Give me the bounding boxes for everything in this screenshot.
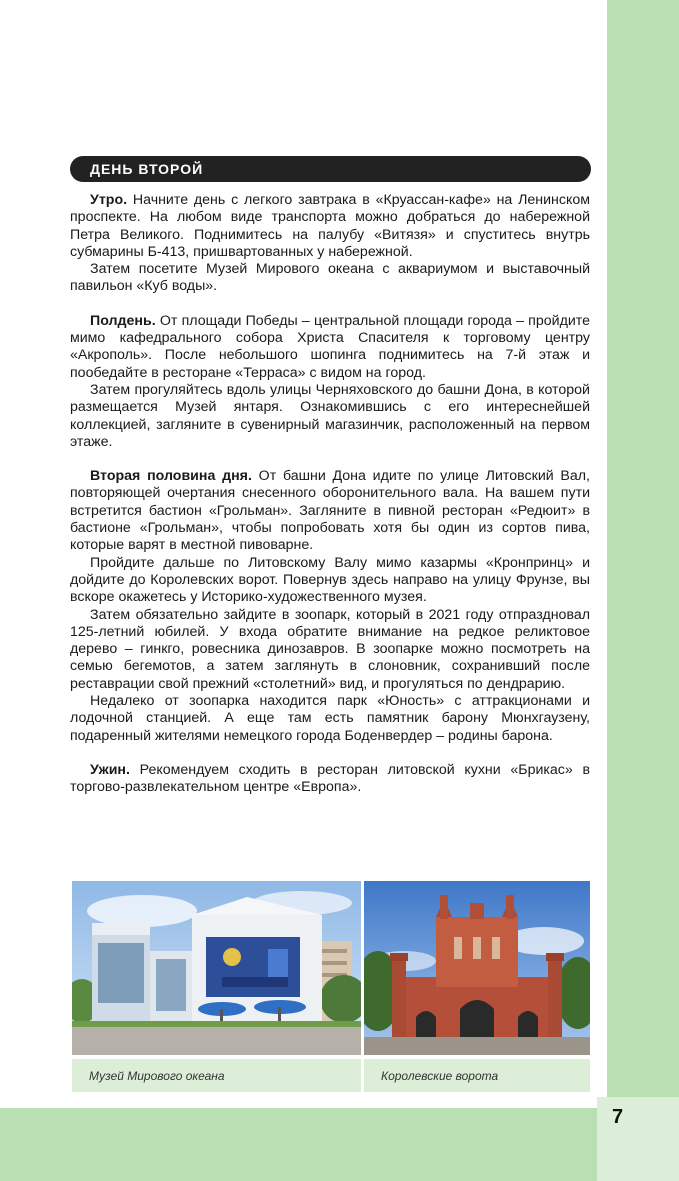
caption-text-1: Музей Мирового океана [89, 1068, 225, 1083]
royal-gate-illustration [364, 881, 590, 1055]
noon-lead: Полдень. [90, 312, 156, 329]
dinner-lead: Ужин. [90, 761, 130, 778]
bottom-decoration-band [0, 1108, 679, 1181]
caption-museum-world-ocean [72, 1059, 361, 1092]
afternoon-paragraph-2: Пройдите дальше по Литовскому Валу мимо казармы «Кронпринц» и дойдите до Королевских ворот. Повернув здесь направо на улицу Фрунзе, вы вскоре окажетесь у Историко-художественного музея. [70, 554, 590, 606]
morning-paragraph-1 [70, 192, 590, 261]
afternoon-text-1: От башни Дона идите по улице Литовский Вал, повторяющей очертания снесенного оборонительного вала. На вашем пути встретится бастион «Грольман». Загляните в пивной ресторан «Редюит» в бастионе «Грольман», чтобы попробовать хотя бы один из сортов пива, которые варят в местной пивоварне. [70, 468, 590, 554]
photo-royal-gate [364, 881, 590, 1055]
afternoon-paragraph-4: Недалеко от зоопарка находится парк «Юность» с аттракционами и лодочной станцией. А еще там есть памятник барону Мюнхгаузену, подаренный жителями немецкого города Боденвердер – родины барона. [70, 693, 590, 744]
day-title-banner [70, 156, 591, 182]
afternoon-paragraph-3: Затем обязательно зайдите в зоопарк, который в 2021 году отпраздновал 125-летний юбилей. У входа обратите внимание на редкое реликтовое дерево – гинкго, ровесника динозавров. В зоопарке можно посмотреть на семью бегемотов, а затем заглянуть в слоновник, сохранивший после реставрации свой прежний «столетний» вид, и прогуляться по дендрарию. [70, 606, 590, 692]
dinner-paragraph-1 [70, 762, 590, 797]
afternoon-lead: Вторая половина дня. [90, 468, 252, 485]
noon-paragraph-1 [70, 313, 590, 382]
photo-museum-world-ocean [72, 881, 361, 1055]
museum-illustration [72, 881, 361, 1055]
caption-text-2: Королевские ворота [381, 1068, 499, 1083]
morning-lead: Утро. [90, 192, 128, 208]
caption-royal-gate [364, 1059, 590, 1092]
dinner-text-1: Рекомендуем сходить в ресторан литовской кухни «Брикас» в торгово-развлекательном центре «Европа». [70, 761, 590, 796]
day-title: ДЕНЬ ВТОРОЙ [90, 161, 204, 177]
page-number-box [597, 1097, 679, 1181]
side-decoration-bar [607, 0, 679, 1108]
morning-paragraph-2: Затем посетите Музей Мирового океана с аквариумом и выставочный павильон «Куб воды». [70, 261, 590, 295]
noon-text-1: От площади Победы – центральной площади города – пройдите мимо кафедрального собора Христа Спасителя к торговому центру «Акрополь». После небольшого шопинга поднимитесь на 7-й этаж и пообедайте в ресторане «Терраса» с видом на город. [70, 312, 591, 381]
afternoon-paragraph-1 [70, 468, 590, 554]
morning-text-1: Начните день с легкого завтрака в «Круассан-кафе» на Ленинском проспекте. На любом виде транспорта можно добраться до набережной Петра Великого. Поднимитесь на палубу «Витязя» и спуститесь внутрь субмарины Б-413, пришвартованных у набережной. [70, 192, 591, 260]
itinerary-text [70, 192, 590, 797]
page-number: 7 [612, 1106, 624, 1128]
noon-paragraph-2: Затем прогуляйтесь вдоль улицы Черняховского до башни Дона, в которой размещается Музей янтаря. Ознакомившись с его интереснейшей коллекцией, загляните в сувенирный магазинчик, расположенный на первом этаже. [70, 381, 590, 450]
